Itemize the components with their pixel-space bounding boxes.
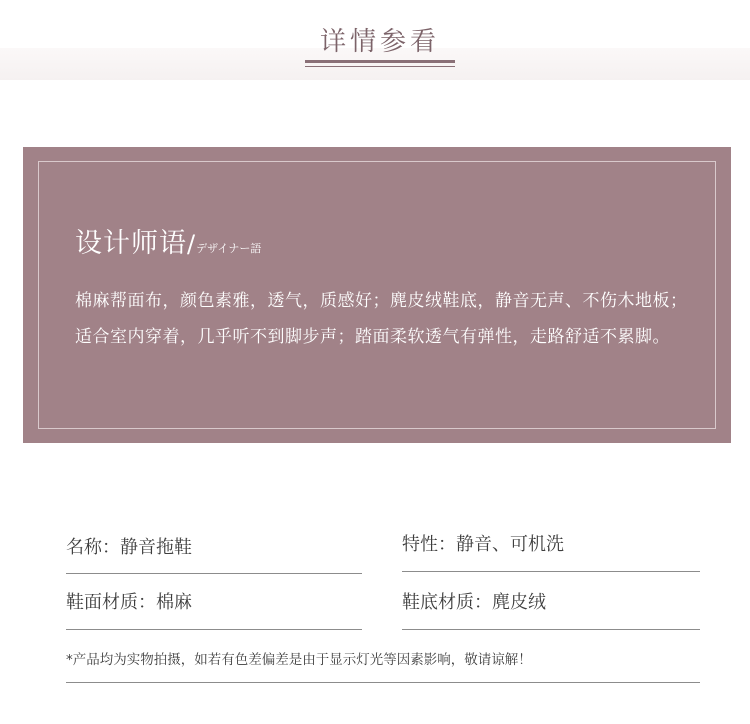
- heading-slash: /: [187, 230, 197, 258]
- spec-feature: 特性：静音、可机洗: [402, 534, 564, 555]
- designer-description: 棉麻帮面布，颜色素雅，透气，质感好；麂皮绒鞋底，静音无声、不伤木地板；适合室内穿着，几乎听不到脚步声；踏面柔软透气有弹性，走路舒适不累脚。: [75, 291, 688, 347]
- spec-name: 名称：静音拖鞋: [66, 537, 192, 558]
- color-disclaimer: *产品均为实物拍摄，如若有色差偏差是由于显示灯光等因素影响，敬请谅解！: [66, 652, 532, 668]
- spec-upper-material: 鞋面材质：棉麻: [66, 592, 192, 613]
- title-underline-thin: [305, 66, 455, 67]
- title-underline-thick: [305, 60, 455, 63]
- spec-upper-divider: [66, 629, 362, 630]
- spec-sole-divider: [402, 629, 700, 630]
- spec-sole-material: 鞋底材质：麂皮绒: [402, 592, 546, 613]
- designer-heading: [75, 221, 261, 260]
- spec-name-divider: [66, 573, 362, 574]
- designer-subheading: デザイナー語: [196, 242, 262, 255]
- spec-feature-divider: [402, 571, 700, 572]
- designer-notes-card: [23, 147, 731, 443]
- disclaimer-divider: [66, 682, 700, 683]
- section-title: 详情参看: [319, 27, 440, 57]
- designer-heading-text: 设计师语: [75, 228, 187, 259]
